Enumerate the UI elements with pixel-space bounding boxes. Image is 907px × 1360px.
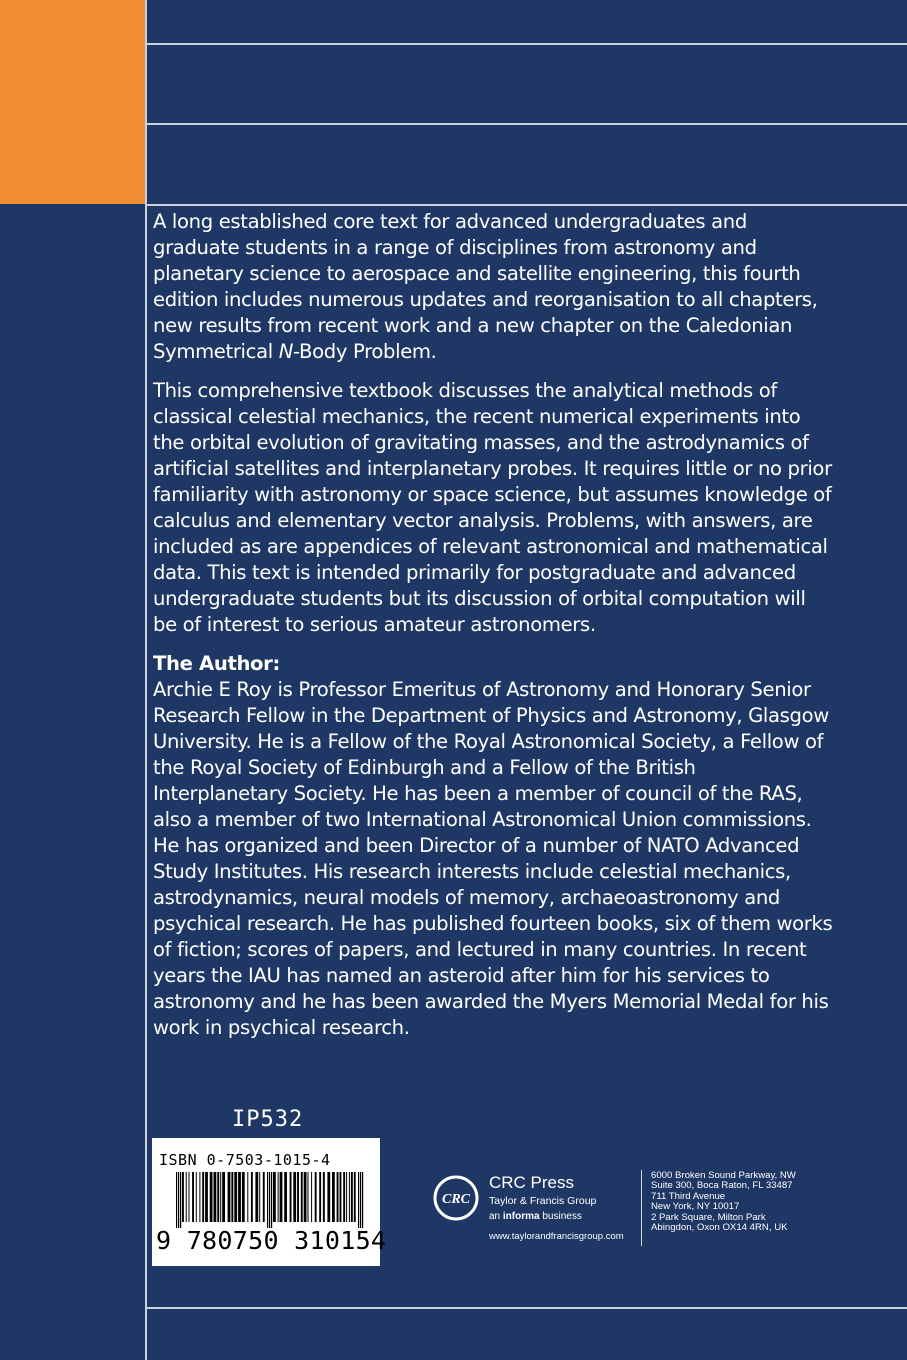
address-line: 711 Third Avenue — [651, 1190, 726, 1202]
author-bio: Archie E Roy is Professor Emeritus of Astronomy and Honorary Senior Research Fellow in the Department of Physics and Astronomy, Glasgow University. He is a Fellow of the Royal Astronomical Society, a Fellow of the Royal Society of Edinburgh and a Fellow of the British Interplanetary Society. He has been a member of council of the RAS, also a member of two International Astronomical Union commissions. He has organized and been Director of a number of NATO Advanced Study Institutes. His research interests include celestial mechanics, astrodynamics, neural models of memory, archaeoastronomy and psychical research. He has published fourteen books, six of them works of fiction; scores of papers, and lectured in many countries. In recent years the IAU has named an asteroid after him for his services to astronomy and he has been awarded the Myers Memorial Medal for his work in psychical research. — [153, 678, 833, 1039]
informa-prefix: an — [489, 1211, 503, 1222]
horizontal-rule-2 — [145, 123, 907, 125]
author-section — [153, 651, 833, 1041]
horizontal-rule-1 — [145, 43, 907, 45]
horizontal-rule-4 — [145, 1307, 907, 1309]
horizontal-rule-3 — [145, 204, 907, 206]
address-line: 6000 Broken Sound Parkway, NW — [651, 1170, 796, 1181]
description-text: A long established core text for advanced undergraduates and graduate students in a range of disciplines from astronomy and planetary science to aerospace and satellite engineering, this fourth edition includes numerous updates and reorganisation to all chapters, new results from recent work and a new chapter on the Caledonian Symmetrical — [153, 210, 818, 363]
back-cover-text — [153, 209, 833, 1041]
orange-accent-block — [0, 0, 145, 204]
address-line: New York, NY 10017 — [651, 1201, 740, 1213]
crc-logo-icon — [432, 1174, 480, 1222]
description-text-end: -Body Problem. — [293, 340, 437, 363]
crc-logo-text: CRC — [441, 1192, 471, 1207]
publisher-group: Taylor & Francis Group — [489, 1195, 597, 1207]
publisher-name: CRC Press — [489, 1173, 575, 1192]
barcode-digits: 9 780750 310154 — [156, 1226, 387, 1255]
italic-n: N — [278, 340, 294, 363]
informa-business — [489, 1211, 582, 1222]
barcode-label — [152, 1138, 387, 1266]
publisher-website: www.taylorandfrancisgroup.com — [489, 1231, 624, 1242]
informa-brand: informa — [502, 1211, 540, 1222]
publisher-addresses — [651, 1171, 796, 1233]
address-line: Abingdon, Oxon OX14 4RN, UK — [651, 1222, 788, 1234]
publisher-divider — [641, 1170, 642, 1246]
isbn-text: ISBN 0-7503-1015-4 — [159, 1151, 331, 1169]
catalog-code: IP532 — [232, 1107, 304, 1132]
description-paragraph-2: This comprehensive textbook discusses the analytical methods of classical celestial mechanics, the recent numerical experiments into the orbital evolution of gravitating masses, and the astrodynamics of artificial satellites and interplanetary probes. It requires little or no prior familiarity with astronomy or space science, but assumes knowledge of calculus and elementary vector analysis. Problems, with answers, are included as are appendices of relevant astronomical and mathematical data. This text is intended primarily for postgraduate and advanced undergraduate students but its discussion of orbital computation will be of interest to serious amateur astronomers. — [153, 379, 832, 636]
address-line: Suite 300, Boca Raton, FL 33487 — [651, 1180, 793, 1192]
barcode-icon — [176, 1172, 364, 1228]
author-heading: The Author: — [153, 652, 280, 675]
description-paragraph-1 — [153, 209, 833, 365]
informa-suffix: business — [539, 1211, 582, 1222]
address-line: 2 Park Square, Milton Park — [651, 1211, 766, 1223]
